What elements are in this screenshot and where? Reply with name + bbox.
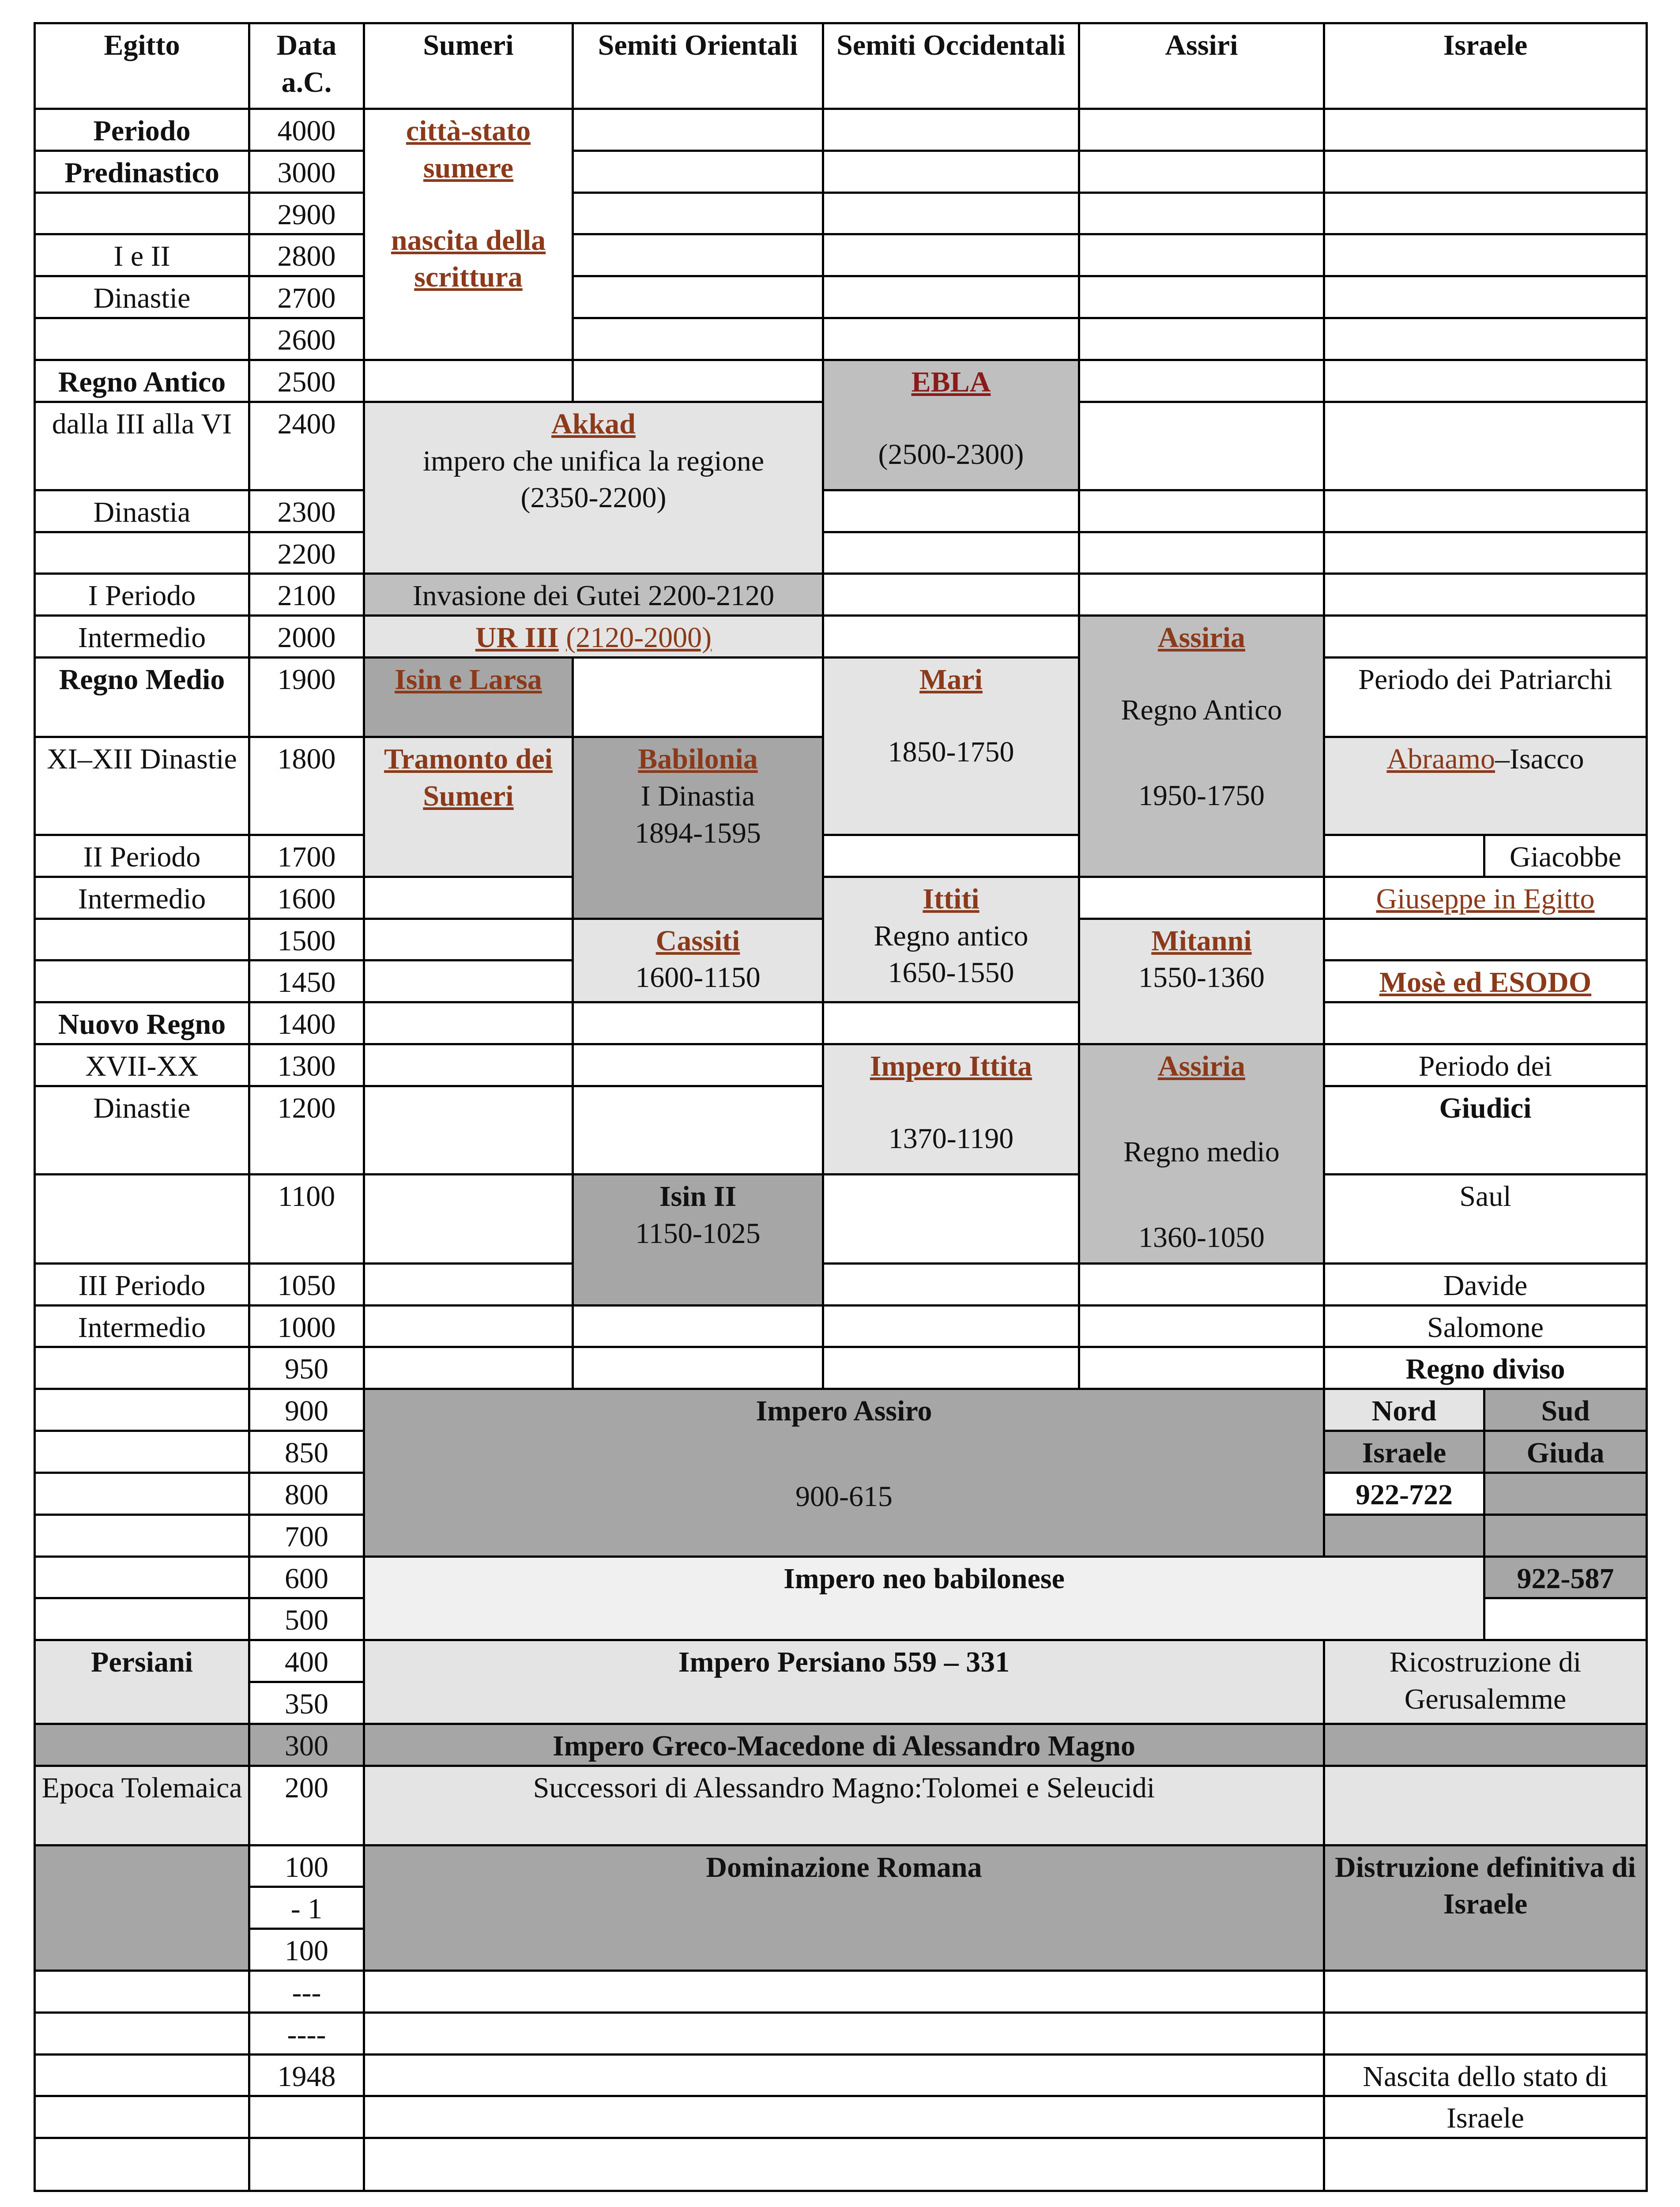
egitto-i-periodo: I Periodo (35, 574, 249, 616)
date-cell: 1800 (249, 737, 364, 835)
date-cell: 1948 (249, 2054, 364, 2096)
citta-stato-link[interactable]: città-stato sumere (406, 115, 531, 184)
empty-cell (1324, 1724, 1647, 1766)
empty-cell (1079, 574, 1324, 616)
ittiti-link[interactable]: Ittiti (923, 882, 979, 915)
empty-cell (823, 532, 1079, 574)
israele-davide: Davide (1324, 1263, 1647, 1305)
israele-regno-israele: Israele (1324, 1431, 1484, 1473)
date-cell: 350 (249, 1682, 364, 1724)
egitto-intermedio: Intermedio (35, 616, 249, 658)
empty-cell (1324, 1766, 1647, 1845)
assiria-medio-desc: Regno medio (1123, 1135, 1280, 1168)
ur3-cell (364, 616, 823, 658)
giuseppe-link[interactable]: Giuseppe in Egitto (1376, 882, 1595, 915)
mari-link[interactable]: Mari (919, 663, 983, 696)
empty-cell (573, 109, 823, 151)
date-cell: 100 (249, 1845, 364, 1887)
date-cell: 1700 (249, 835, 364, 877)
israele-regno-diviso: Regno diviso (1324, 1347, 1647, 1389)
date-cell: 2200 (249, 532, 364, 574)
akkad-desc: impero che unifica la regione (422, 444, 765, 477)
empty-cell (35, 960, 249, 1002)
empty-cell (1324, 1971, 1647, 2013)
date-cell: 1100 (249, 1174, 364, 1263)
empty-cell (35, 318, 249, 360)
empty-cell (35, 1724, 249, 1766)
babilonia-cell (573, 737, 823, 919)
empty-cell (364, 2138, 1324, 2191)
empty-cell (1079, 490, 1324, 532)
empty-cell (35, 1556, 249, 1598)
egitto-persiani: Persiani (35, 1640, 249, 1724)
date-cell: 2000 (249, 616, 364, 658)
date-cell: 1900 (249, 657, 364, 737)
tramonto-link[interactable]: Tramonto dei Sumeri (384, 742, 553, 812)
egitto-ii-periodo: II Periodo (35, 835, 249, 877)
empty-cell (1324, 360, 1647, 402)
date-cell: 600 (249, 1556, 364, 1598)
egitto-predinastico: Predinastico (35, 151, 249, 192)
israele-saul: Saul (1324, 1174, 1647, 1263)
empty-cell (364, 919, 573, 960)
cassiti-link[interactable]: Cassiti (655, 924, 740, 957)
date-cell: 800 (249, 1473, 364, 1514)
timeline-table (34, 22, 1648, 2192)
empty-cell (364, 1971, 1324, 2013)
mitanni-cell (1079, 919, 1324, 1044)
empty-cell (573, 234, 823, 276)
empty-cell (364, 1263, 573, 1305)
egitto-intermedio: Intermedio (35, 877, 249, 919)
israele-ricostruzione: Ricostruzione di Gerusalemme (1324, 1640, 1647, 1724)
empty-cell (1079, 532, 1324, 574)
israele-mose-cell (1324, 960, 1647, 1002)
impero-assiro-name: Impero Assiro (756, 1395, 932, 1427)
ebla-dates: (2500-2300) (878, 438, 1024, 471)
empty-cell (35, 1514, 249, 1556)
empty-cell (573, 360, 823, 402)
ebla-link[interactable]: EBLA (911, 365, 991, 398)
empty-cell (1324, 402, 1647, 490)
assiria-medio-dates: 1360-1050 (1138, 1221, 1265, 1254)
mari-dates: 1850-1750 (888, 735, 1014, 768)
empty-cell (364, 1174, 573, 1263)
empty-cell (1324, 192, 1647, 234)
empty-cell (364, 1002, 573, 1044)
empty-cell (1079, 318, 1324, 360)
mose-link[interactable]: Mosè ed ESODO (1379, 966, 1592, 999)
empty-cell (1079, 1263, 1324, 1305)
israele-giuseppe-cell (1324, 877, 1647, 919)
egitto-regno-medio: Regno Medio (35, 657, 249, 737)
date-cell: 1400 (249, 1002, 364, 1044)
empty-cell (823, 192, 1079, 234)
empty-cell (364, 360, 573, 402)
empty-cell (1324, 1514, 1484, 1556)
ittiti-dates: 1650-1550 (888, 957, 1014, 989)
empty-cell (35, 2138, 249, 2191)
date-cell: 2300 (249, 490, 364, 532)
empty-cell (1079, 1347, 1324, 1389)
assiria-link[interactable]: Assiria (1158, 621, 1245, 654)
date-cell: 300 (249, 1724, 364, 1766)
empty-cell (364, 1086, 573, 1174)
isin-larsa-link[interactable]: Isin e Larsa (395, 663, 542, 696)
empty-cell (364, 1347, 573, 1389)
header-semiti-orientali: Semiti Orientali (573, 23, 823, 109)
egitto-dinastia: Dinastia (35, 490, 249, 532)
israele-giacobbe: Giacobbe (1484, 835, 1647, 877)
empty-cell (823, 835, 1079, 877)
empty-cell (364, 1044, 573, 1086)
empty-cell (573, 1305, 823, 1347)
assiria-regno-antico-cell (1079, 616, 1324, 877)
empty-cell (35, 2012, 249, 2054)
empty-cell (364, 960, 573, 1002)
empty-cell (1324, 532, 1647, 574)
impero-assiro-cell (364, 1389, 1324, 1556)
empty-cell (1324, 574, 1647, 616)
empty-cell (1324, 109, 1647, 151)
egitto-i-e-ii: I e II (35, 234, 249, 276)
israele-922-722: 922-722 (1324, 1473, 1484, 1514)
babilonia-link[interactable]: Babilonia (638, 742, 758, 775)
empty-cell (573, 192, 823, 234)
date-cell: 2100 (249, 574, 364, 616)
empty-cell (1324, 2138, 1647, 2191)
babilonia-dates: 1894-1595 (635, 817, 761, 849)
empty-cell (573, 318, 823, 360)
empty-cell (823, 151, 1079, 192)
empty-cell (823, 318, 1079, 360)
ittiti-cell (823, 877, 1079, 1002)
empty-cell (35, 1431, 249, 1473)
empty-cell (35, 1598, 249, 1640)
ebla-cell (823, 360, 1079, 490)
assiria-regno-medio-cell (1079, 1044, 1324, 1264)
empty-cell (573, 657, 823, 737)
empty-cell (823, 109, 1079, 151)
date-cell: 900 (249, 1389, 364, 1431)
date-cell: 200 (249, 1766, 364, 1845)
empty-cell (823, 1174, 1079, 1263)
empty-cell (1079, 109, 1324, 151)
nascita-scrittura-link[interactable]: nascita della scrittura (391, 224, 546, 294)
cassiti-cell (573, 919, 823, 1002)
empty-cell (1324, 919, 1647, 960)
date-cell: 1050 (249, 1263, 364, 1305)
empty-cell (364, 2054, 1324, 2096)
akkad-link[interactable]: Akkad (551, 407, 636, 440)
empty-cell (1324, 616, 1647, 658)
abramo-link[interactable]: Abraamo (1386, 742, 1495, 775)
date-cell: - 1 (249, 1887, 364, 1929)
empty-cell (35, 1347, 249, 1389)
date-cell: 2800 (249, 234, 364, 276)
header-israele: Israele (1324, 23, 1647, 109)
dominazione-romana-cell: Dominazione Romana (364, 1845, 1324, 1970)
empty-cell (1079, 402, 1324, 490)
israele-abramo-cell (1324, 737, 1647, 835)
empty-cell (364, 2096, 1324, 2138)
ur3-dates[interactable]: (2120-2000) (566, 621, 712, 654)
mitanni-link[interactable]: Mitanni (1151, 924, 1252, 957)
israele-patriarchi: Periodo dei Patriarchi (1324, 657, 1647, 737)
ur3-link[interactable]: UR III (475, 621, 559, 654)
empty-cell (1079, 877, 1324, 919)
date-cell: 2900 (249, 192, 364, 234)
empty-cell (573, 1044, 823, 1086)
header-sumeri: Sumeri (364, 23, 573, 109)
date-cell: 1600 (249, 877, 364, 919)
empty-cell (364, 2012, 1324, 2054)
mari-cell (823, 657, 1079, 835)
empty-cell (35, 192, 249, 234)
isin2-name: Isin II (659, 1180, 737, 1213)
date-cell: --- (249, 1971, 364, 2013)
empty-cell (823, 1305, 1079, 1347)
empty-cell (1079, 192, 1324, 234)
empty-cell (1324, 276, 1647, 318)
empty-cell (823, 574, 1079, 616)
empty-cell (35, 1473, 249, 1514)
empty-cell (35, 2096, 249, 2138)
akkad-dates: (2350-2200) (520, 482, 667, 514)
empty-cell (823, 276, 1079, 318)
date-cell: 2600 (249, 318, 364, 360)
israele-giuda: Giuda (1484, 1431, 1647, 1473)
egitto-xi-xii: XI–XII Dinastie (35, 737, 249, 835)
empty-cell (364, 1305, 573, 1347)
empty-cell (35, 1389, 249, 1431)
empty-cell (573, 1002, 823, 1044)
empty-cell (1324, 151, 1647, 192)
israele-sud: Sud (1484, 1389, 1647, 1431)
israele-end: Israele (1324, 2096, 1647, 2138)
ittiti-desc: Regno antico (874, 919, 1028, 952)
assiria-dates: 1950-1750 (1138, 779, 1265, 812)
egitto-dinastie: Dinastie (35, 276, 249, 318)
empty-cell (1079, 151, 1324, 192)
date-cell: 1500 (249, 919, 364, 960)
impero-greco-cell: Impero Greco-Macedone di Alessandro Magno (364, 1724, 1324, 1766)
israele-giudici: Giudici (1324, 1086, 1647, 1174)
israele-nord: Nord (1324, 1389, 1484, 1431)
mitanni-dates: 1550-1360 (1138, 961, 1265, 994)
date-cell: 1300 (249, 1044, 364, 1086)
empty-cell (823, 616, 1079, 658)
empty-cell (1324, 234, 1647, 276)
header-assiri: Assiri (1079, 23, 1324, 109)
egitto-intermedio: Intermedio (35, 1305, 249, 1347)
empty-cell (1324, 318, 1647, 360)
egitto-iii-periodo: III Periodo (35, 1263, 249, 1305)
egitto-dinastie: Dinastie (35, 1086, 249, 1174)
impero-ittita-dates: 1370-1190 (888, 1122, 1014, 1155)
date-cell: 2400 (249, 402, 364, 490)
date-cell: 700 (249, 1514, 364, 1556)
date-cell: 4000 (249, 109, 364, 151)
impero-ittita-link[interactable]: Impero Ittita (870, 1050, 1032, 1082)
isacco-text: –Isacco (1495, 742, 1584, 775)
empty-cell (1079, 276, 1324, 318)
empty-cell (573, 1086, 823, 1174)
assiria-desc: Regno Antico (1121, 693, 1282, 726)
empty-cell (1324, 490, 1647, 532)
israele-salomone: Salomone (1324, 1305, 1647, 1347)
empty-cell (35, 1845, 249, 1970)
empty-cell (573, 276, 823, 318)
israele-distruzione: Distruzione definitiva di Israele (1324, 1845, 1647, 1970)
date-cell: 1000 (249, 1305, 364, 1347)
cassiti-dates: 1600-1150 (635, 961, 761, 994)
empty-cell (573, 1347, 823, 1389)
empty-cell (1079, 234, 1324, 276)
akkad-cell (364, 402, 823, 574)
date-cell: 400 (249, 1640, 364, 1682)
date-cell: 1200 (249, 1086, 364, 1174)
egitto-nuovo-regno: Nuovo Regno (35, 1002, 249, 1044)
date-cell: 3000 (249, 151, 364, 192)
empty-cell (573, 151, 823, 192)
date-cell: 850 (249, 1431, 364, 1473)
empty-cell (1484, 1514, 1647, 1556)
isin2-cell (573, 1174, 823, 1305)
empty-cell (35, 1971, 249, 2013)
empty-cell (364, 877, 573, 919)
neo-babilonese-cell: Impero neo babilonese (364, 1556, 1484, 1640)
impero-persiano-cell: Impero Persiano 559 – 331 (364, 1640, 1324, 1724)
date-cell: ---- (249, 2012, 364, 2054)
date-cell: 1450 (249, 960, 364, 1002)
empty-cell (823, 1347, 1079, 1389)
successori-cell: Successori di Alessandro Magno:Tolomei e Seleucidi (364, 1766, 1324, 1845)
sumeri-citta-stato (364, 109, 573, 360)
empty-cell (1079, 360, 1324, 402)
egitto-regno-antico: Regno Antico (35, 360, 249, 402)
empty-cell (35, 532, 249, 574)
egitto-dalla-iii: dalla III alla VI (35, 402, 249, 490)
egitto-xvii-xx: XVII-XX (35, 1044, 249, 1086)
impero-ittita-cell (823, 1044, 1079, 1175)
empty-cell (1484, 1473, 1647, 1514)
israele-922-587: 922-587 (1484, 1556, 1647, 1598)
header-data: Data a.C. (249, 23, 364, 109)
header-semiti-occidentali: Semiti Occidentali (823, 23, 1079, 109)
empty-cell (1324, 1002, 1647, 1044)
empty-cell (823, 234, 1079, 276)
israele-nascita-stato: Nascita dello stato di (1324, 2054, 1647, 2096)
empty-cell (1324, 2012, 1647, 2054)
isin2-dates: 1150-1025 (635, 1217, 761, 1250)
date-cell: 950 (249, 1347, 364, 1389)
assiria-medio-link[interactable]: Assiria (1158, 1050, 1245, 1082)
egitto-periodo: Periodo (35, 109, 249, 151)
empty-cell (249, 2096, 364, 2138)
empty-cell (35, 2054, 249, 2096)
date-cell: 2700 (249, 276, 364, 318)
empty-cell (35, 919, 249, 960)
israele-periodo-dei: Periodo dei (1324, 1044, 1647, 1086)
date-cell: 2500 (249, 360, 364, 402)
empty-cell (249, 2138, 364, 2191)
gutei-cell: Invasione dei Gutei 2200-2120 (364, 574, 823, 616)
header-egitto: Egitto (35, 23, 249, 109)
babilonia-desc: I Dinastia (640, 780, 755, 812)
tramonto-cell (364, 737, 573, 877)
isin-larsa-cell (364, 657, 573, 737)
empty-cell (1484, 1598, 1647, 1640)
impero-assiro-dates: 900-615 (795, 1480, 893, 1513)
empty-cell (35, 1174, 249, 1263)
empty-cell (1079, 1305, 1324, 1347)
empty-cell (823, 1002, 1079, 1044)
egitto-epoca-tolemaica: Epoca Tolemaica (35, 1766, 249, 1845)
empty-cell (1324, 835, 1484, 877)
date-cell: 500 (249, 1598, 364, 1640)
empty-cell (823, 490, 1079, 532)
empty-cell (823, 1263, 1079, 1305)
date-cell: 100 (249, 1929, 364, 1971)
